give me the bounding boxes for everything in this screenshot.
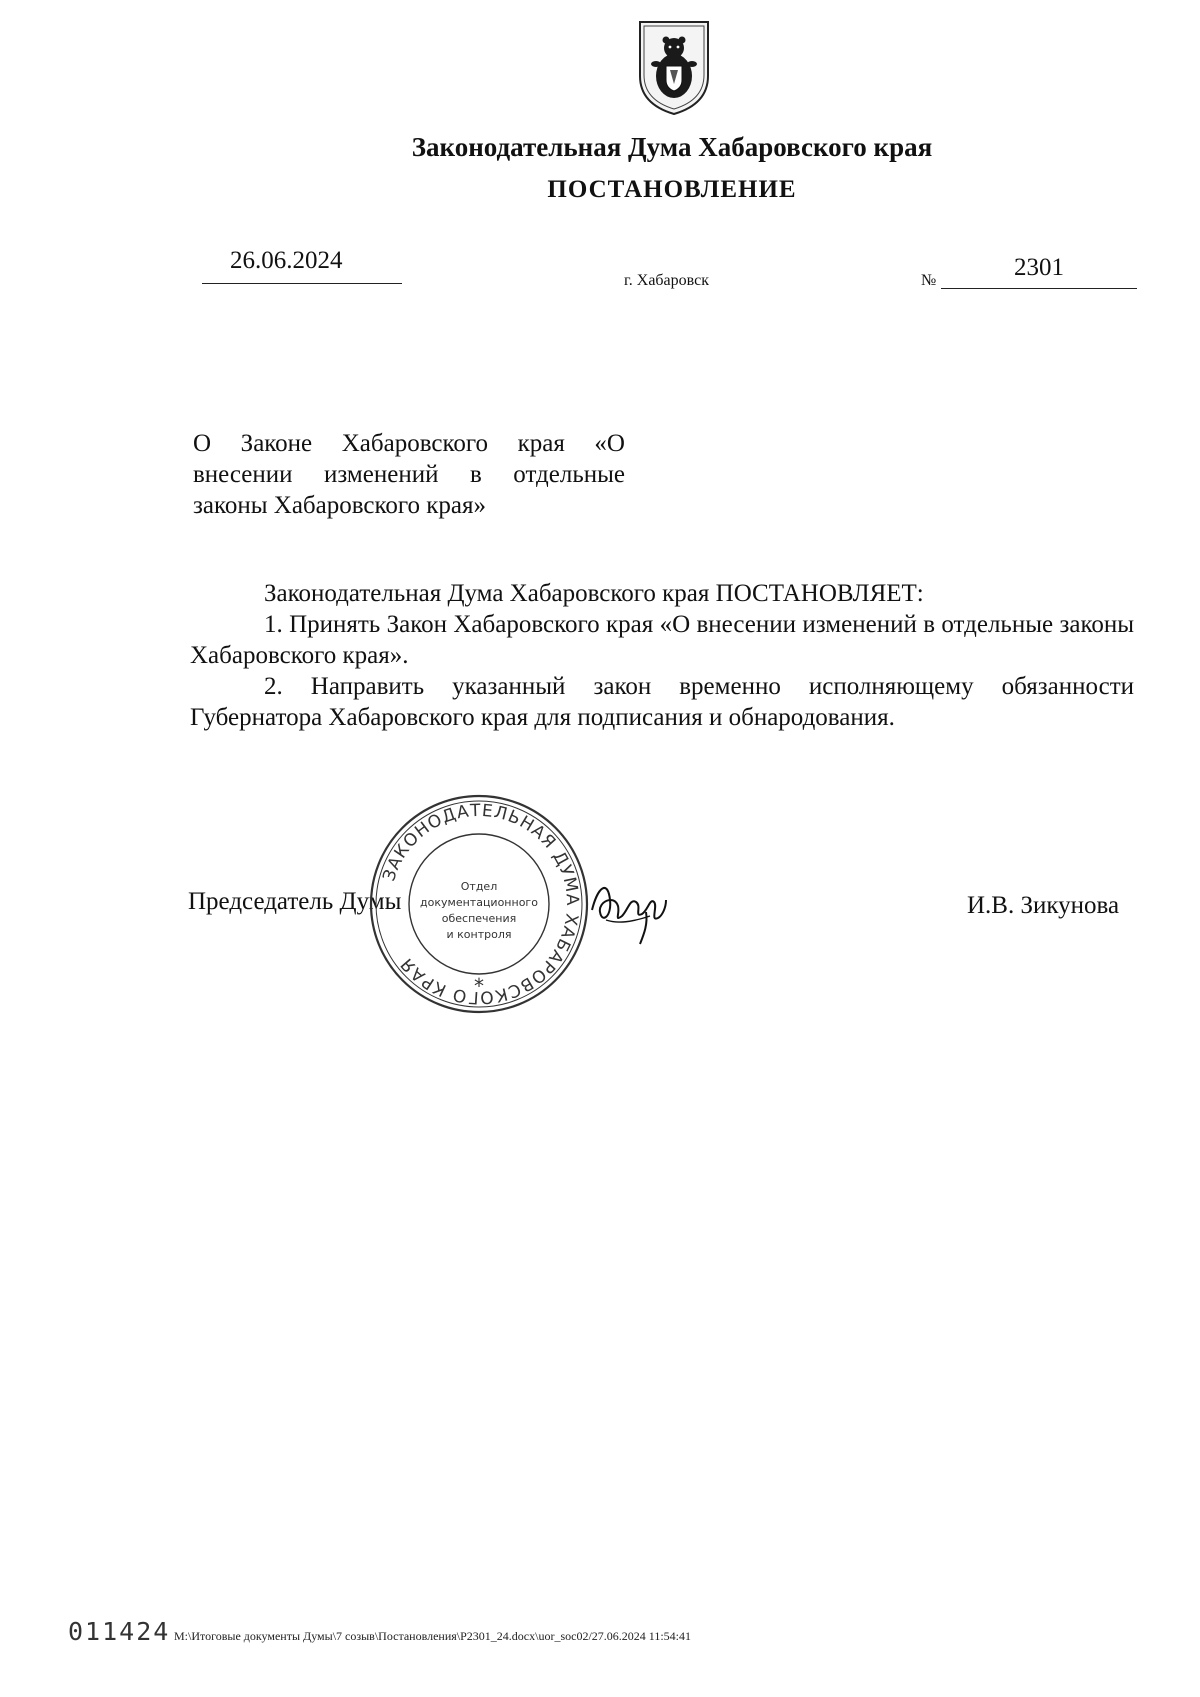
seal-line-2: документационного	[420, 896, 538, 909]
date-underline	[202, 283, 402, 284]
resolution-item-2: 2. Направить указанный закон временно исполняющему обязанности Губернатора Хабаровского края для подписания и обнародования.	[190, 673, 1134, 731]
number-underline	[941, 288, 1137, 289]
coat-of-arms-icon	[634, 18, 714, 118]
signatory-position: Председатель Думы	[188, 888, 402, 915]
document-date: 26.06.2024	[230, 247, 343, 274]
signatory-name: И.В. Зикунова	[967, 892, 1120, 919]
seal-line-3: обеспечения	[441, 912, 517, 925]
document-subject: О Законе Хабаровского края «О внесении изменений в отдельные законы Хабаровского края»	[193, 430, 625, 519]
organization-title: Законодательная Дума Хабаровского края	[411, 132, 933, 162]
handwritten-signature	[588, 872, 670, 948]
seal-line-1: Отдел	[460, 880, 498, 893]
resolution-intro: Законодательная Дума Хабаровского края ПОСТАНОВЛЯЕТ:	[264, 580, 924, 607]
document-type: ПОСТАНОВЛЕНИЕ	[547, 176, 797, 203]
resolution-item-1: 1. Принять Закон Хабаровского края «О внесении изменений в отдельные законы Хабаровского края».	[190, 611, 1134, 669]
document-body	[190, 578, 1134, 733]
number-sign: №	[921, 272, 937, 289]
seal-outer-text: ЗАКОНОДАТЕЛЬНАЯ ДУМА ХАБАРОВСКОГО КРАЯ	[379, 800, 583, 1008]
file-path: M:\Итоговые документы Думы\7 созыв\Постановления\P2301_24.docx\uor_soc02/27.06.2024 11:54:41	[174, 1629, 692, 1643]
document-city: г. Хабаровск	[624, 272, 709, 289]
seal-star: *	[474, 974, 484, 998]
seal-line-4: и контроля	[446, 928, 512, 941]
official-seal	[368, 793, 590, 1015]
registration-number: 011424	[68, 1617, 171, 1646]
document-number: 2301	[1014, 254, 1064, 281]
